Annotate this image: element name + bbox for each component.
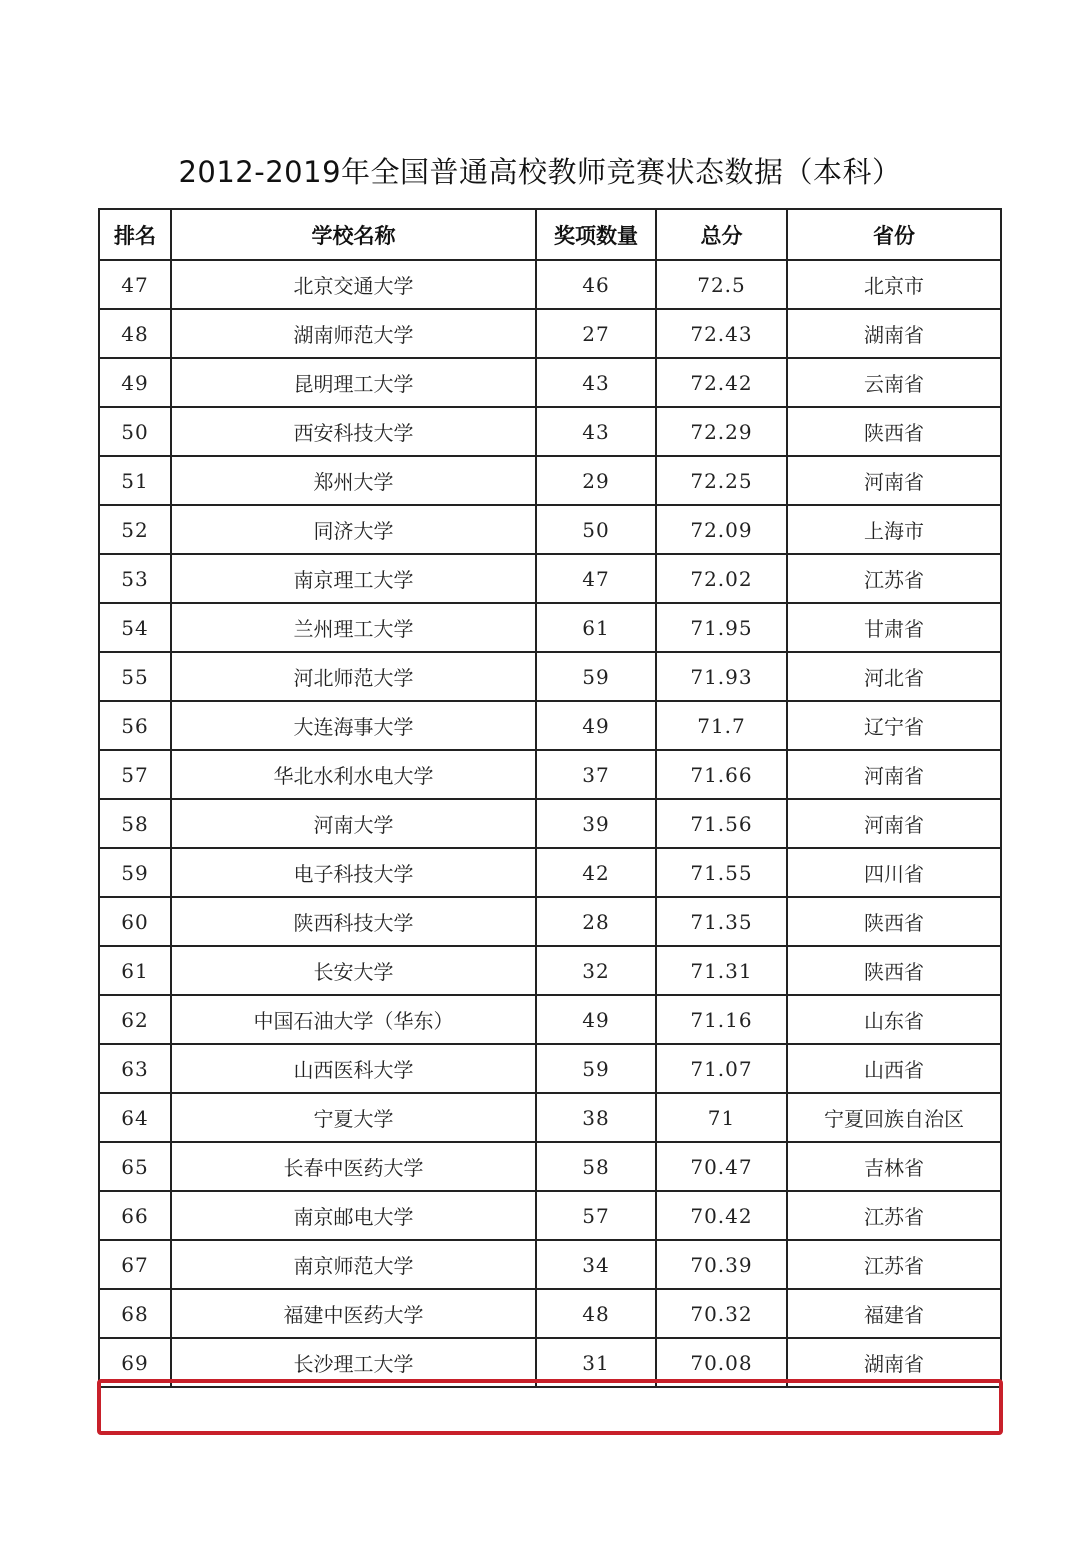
table-header-row xyxy=(99,209,1001,260)
cell-province: 宁夏回族自治区 xyxy=(787,1093,1001,1142)
cell-rank: 56 xyxy=(99,701,171,750)
cell-school: 福建中医药大学 xyxy=(171,1289,536,1338)
cell-awards: 38 xyxy=(536,1093,656,1142)
table-row xyxy=(99,456,1001,505)
cell-school: 昆明理工大学 xyxy=(171,358,536,407)
cell-rank: 52 xyxy=(99,505,171,554)
cell-rank: 55 xyxy=(99,652,171,701)
cell-province: 河南省 xyxy=(787,456,1001,505)
cell-rank: 68 xyxy=(99,1289,171,1338)
table-row xyxy=(99,1289,1001,1338)
cell-province: 陕西省 xyxy=(787,897,1001,946)
table-row xyxy=(99,652,1001,701)
cell-school: 郑州大学 xyxy=(171,456,536,505)
ranking-table xyxy=(98,208,1002,1388)
cell-rank: 47 xyxy=(99,260,171,309)
cell-province: 江苏省 xyxy=(787,1191,1001,1240)
cell-school: 兰州理工大学 xyxy=(171,603,536,652)
cell-rank: 51 xyxy=(99,456,171,505)
cell-awards: 59 xyxy=(536,1044,656,1093)
cell-province: 江苏省 xyxy=(787,554,1001,603)
cell-rank: 49 xyxy=(99,358,171,407)
cell-awards: 43 xyxy=(536,407,656,456)
cell-province: 山东省 xyxy=(787,995,1001,1044)
cell-score: 72.25 xyxy=(656,456,787,505)
table-row xyxy=(99,505,1001,554)
ranking-table-container xyxy=(98,208,1000,1388)
table-row xyxy=(99,848,1001,897)
cell-province: 陕西省 xyxy=(787,407,1001,456)
cell-score: 71.93 xyxy=(656,652,787,701)
table-row xyxy=(99,995,1001,1044)
table-row xyxy=(99,407,1001,456)
table-row xyxy=(99,1044,1001,1093)
cell-school: 宁夏大学 xyxy=(171,1093,536,1142)
cell-score: 71.07 xyxy=(656,1044,787,1093)
header-province: 省份 xyxy=(787,209,1001,260)
cell-score: 70.32 xyxy=(656,1289,787,1338)
cell-score: 70.42 xyxy=(656,1191,787,1240)
cell-score: 70.39 xyxy=(656,1240,787,1289)
cell-province: 河南省 xyxy=(787,799,1001,848)
cell-awards: 47 xyxy=(536,554,656,603)
cell-awards: 34 xyxy=(536,1240,656,1289)
cell-awards: 28 xyxy=(536,897,656,946)
cell-awards: 43 xyxy=(536,358,656,407)
cell-school: 西安科技大学 xyxy=(171,407,536,456)
cell-score: 72.09 xyxy=(656,505,787,554)
cell-province: 云南省 xyxy=(787,358,1001,407)
cell-awards: 49 xyxy=(536,701,656,750)
cell-province: 河南省 xyxy=(787,750,1001,799)
cell-rank: 60 xyxy=(99,897,171,946)
cell-rank: 59 xyxy=(99,848,171,897)
table-row xyxy=(99,260,1001,309)
table-row xyxy=(99,750,1001,799)
table-row xyxy=(99,1142,1001,1191)
cell-rank: 64 xyxy=(99,1093,171,1142)
cell-rank: 58 xyxy=(99,799,171,848)
cell-score: 71.16 xyxy=(656,995,787,1044)
cell-awards: 46 xyxy=(536,260,656,309)
cell-awards: 27 xyxy=(536,309,656,358)
cell-province: 福建省 xyxy=(787,1289,1001,1338)
cell-school: 南京师范大学 xyxy=(171,1240,536,1289)
cell-rank: 48 xyxy=(99,309,171,358)
cell-province: 辽宁省 xyxy=(787,701,1001,750)
cell-rank: 53 xyxy=(99,554,171,603)
cell-awards: 61 xyxy=(536,603,656,652)
cell-rank: 61 xyxy=(99,946,171,995)
cell-province: 湖南省 xyxy=(787,309,1001,358)
cell-rank: 67 xyxy=(99,1240,171,1289)
table-row xyxy=(99,946,1001,995)
cell-score: 71.31 xyxy=(656,946,787,995)
cell-school: 长春中医药大学 xyxy=(171,1142,536,1191)
cell-score: 71.35 xyxy=(656,897,787,946)
cell-score: 71.55 xyxy=(656,848,787,897)
cell-awards: 31 xyxy=(536,1338,656,1387)
cell-awards: 59 xyxy=(536,652,656,701)
cell-score: 70.47 xyxy=(656,1142,787,1191)
cell-awards: 32 xyxy=(536,946,656,995)
cell-rank: 66 xyxy=(99,1191,171,1240)
cell-province: 山西省 xyxy=(787,1044,1001,1093)
cell-school: 长安大学 xyxy=(171,946,536,995)
table-row xyxy=(99,309,1001,358)
header-total-score: 总分 xyxy=(656,209,787,260)
cell-school: 北京交通大学 xyxy=(171,260,536,309)
header-award-count: 奖项数量 xyxy=(536,209,656,260)
cell-score: 71.7 xyxy=(656,701,787,750)
cell-school: 南京邮电大学 xyxy=(171,1191,536,1240)
cell-rank: 57 xyxy=(99,750,171,799)
cell-school: 同济大学 xyxy=(171,505,536,554)
cell-rank: 65 xyxy=(99,1142,171,1191)
table-row xyxy=(99,799,1001,848)
cell-score: 72.5 xyxy=(656,260,787,309)
cell-awards: 49 xyxy=(536,995,656,1044)
cell-awards: 37 xyxy=(536,750,656,799)
cell-school: 中国石油大学（华东） xyxy=(171,995,536,1044)
table-row xyxy=(99,554,1001,603)
cell-school: 电子科技大学 xyxy=(171,848,536,897)
cell-awards: 29 xyxy=(536,456,656,505)
cell-school: 湖南师范大学 xyxy=(171,309,536,358)
cell-province: 四川省 xyxy=(787,848,1001,897)
page-title: 2012-2019年全国普通高校教师竞赛状态数据（本科） xyxy=(178,155,902,189)
cell-school: 河南大学 xyxy=(171,799,536,848)
cell-awards: 50 xyxy=(536,505,656,554)
cell-school: 长沙理工大学 xyxy=(171,1338,536,1387)
cell-province: 吉林省 xyxy=(787,1142,1001,1191)
cell-awards: 39 xyxy=(536,799,656,848)
cell-rank: 62 xyxy=(99,995,171,1044)
cell-score: 70.08 xyxy=(656,1338,787,1387)
cell-rank: 69 xyxy=(99,1338,171,1387)
table-row xyxy=(99,1191,1001,1240)
cell-school: 南京理工大学 xyxy=(171,554,536,603)
table-row xyxy=(99,897,1001,946)
cell-awards: 58 xyxy=(536,1142,656,1191)
header-rank: 排名 xyxy=(99,209,171,260)
cell-score: 72.29 xyxy=(656,407,787,456)
table-body xyxy=(99,260,1001,1387)
cell-rank: 63 xyxy=(99,1044,171,1093)
table-row xyxy=(99,1093,1001,1142)
cell-score: 72.02 xyxy=(656,554,787,603)
cell-school: 山西医科大学 xyxy=(171,1044,536,1093)
cell-school: 陕西科技大学 xyxy=(171,897,536,946)
cell-province: 陕西省 xyxy=(787,946,1001,995)
cell-awards: 48 xyxy=(536,1289,656,1338)
cell-province: 河北省 xyxy=(787,652,1001,701)
cell-awards: 42 xyxy=(536,848,656,897)
header-school-name: 学校名称 xyxy=(171,209,536,260)
cell-province: 上海市 xyxy=(787,505,1001,554)
cell-rank: 54 xyxy=(99,603,171,652)
table-row xyxy=(99,358,1001,407)
cell-school: 河北师范大学 xyxy=(171,652,536,701)
cell-score: 71.66 xyxy=(656,750,787,799)
cell-rank: 50 xyxy=(99,407,171,456)
cell-awards: 57 xyxy=(536,1191,656,1240)
table-row-highlighted xyxy=(99,1338,1001,1387)
cell-province: 北京市 xyxy=(787,260,1001,309)
cell-score: 72.43 xyxy=(656,309,787,358)
cell-province: 湖南省 xyxy=(787,1338,1001,1387)
table-row xyxy=(99,701,1001,750)
cell-score: 71.95 xyxy=(656,603,787,652)
cell-score: 71.56 xyxy=(656,799,787,848)
cell-school: 华北水利水电大学 xyxy=(171,750,536,799)
cell-score: 71 xyxy=(656,1093,787,1142)
table-row xyxy=(99,1240,1001,1289)
table-row xyxy=(99,603,1001,652)
cell-score: 72.42 xyxy=(656,358,787,407)
cell-province: 江苏省 xyxy=(787,1240,1001,1289)
cell-school: 大连海事大学 xyxy=(171,701,536,750)
cell-province: 甘肃省 xyxy=(787,603,1001,652)
